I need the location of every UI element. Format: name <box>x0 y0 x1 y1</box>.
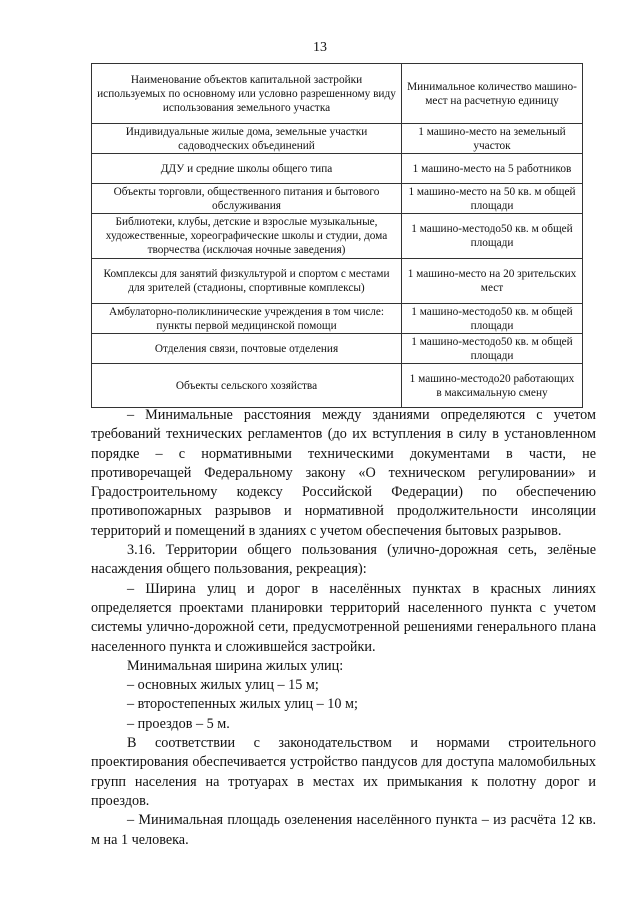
table-cell: 1 машино-место на 50 кв. м общей площади <box>402 184 583 214</box>
table-row <box>92 154 583 184</box>
table-row <box>92 214 583 259</box>
table-row <box>92 304 583 334</box>
table-cell: 1 машино-местодо20 работающих в максимальную смену <box>402 364 583 408</box>
list-item-secondary-streets: – второстепенных жилых улиц – 10 м; <box>127 696 358 713</box>
table-cell: 1 машино-местодо50 кв. м общей площади <box>402 334 583 364</box>
table-cell: Комплексы для занятий физкультурой и спортом с местами для зрителей (стадионы, спортивные комплексы) <box>92 259 402 304</box>
page-number: 13 <box>313 40 327 55</box>
table-cell: Объекты торговли, общественного питания и бытового обслуживания <box>92 184 402 214</box>
table-cell: ДДУ и средние школы общего типа <box>92 154 402 184</box>
table-cell: 1 машино-местодо50 кв. м общей площади <box>402 214 583 259</box>
table-row <box>92 259 583 304</box>
table-header-cell: Минимальное количество машино-мест на расчетную единицу <box>402 64 583 124</box>
table-row <box>92 334 583 364</box>
table-cell: 1 машино-место на 20 зрительских мест <box>402 259 583 304</box>
paragraph-ramps: В соответствии с законодательством и нормами строительного проектирования обеспечивается устройство пандусов для доступа маломобильных групп населения на тротуарах в местах их примыкания к полотну дорог и проездов. <box>91 735 596 809</box>
table-cell: 1 машино-место на 5 работников <box>402 154 583 184</box>
list-item-main-streets: – основных жилых улиц – 15 м; <box>127 677 319 694</box>
table-cell: Объекты сельского хозяйства <box>92 364 402 408</box>
table-row <box>92 124 583 154</box>
table-cell: Отделения связи, почтовые отделения <box>92 334 402 364</box>
paragraph-greening: – Минимальная площадь озеленения населённого пункта – из расчёта 12 кв. м на 1 человека. <box>91 812 596 848</box>
table-cell: Индивидуальные жилые дома, земельные участки садоводческих объединений <box>92 124 402 154</box>
paragraph-building-distances: – Минимальные расстояния между зданиями определяются с учетом требований технических регламентов (до их вступления в силу в установленном порядке – с нормативными техническими документами в части, не противоречащей Федеральному закону «О техническом регулировании» и Градостроительному кодексу Российской Федерации) по обеспечению противопожарных разрывов и нормативной продолжительности инсоляции территорий и помещений в зданиях с учетом обеспечения бытовых разрывов. <box>91 407 596 539</box>
table-row <box>92 184 583 214</box>
paragraph-section-3-16: 3.16. Территории общего пользования (улично-дорожная сеть, зелёные насаждения общего пользования, рекреация): <box>91 542 596 578</box>
table-header-row <box>92 64 583 124</box>
paragraph-street-width: – Ширина улиц и дорог в населённых пунктах в красных линиях определяется проектами планировки территорий населенного пункта с учетом системы улично-дорожной сети, предусмотренной решениями генерального плана населенного пункта и сложившейся застройки. <box>91 580 596 655</box>
table-header-cell: Наименование объектов капитальной застройки используемых по основному или условно разрешенному виду использования земельного участка <box>92 64 402 124</box>
table-cell: 1 машино-место на земельный участок <box>402 124 583 154</box>
body-text <box>91 406 596 850</box>
table-cell: 1 машино-местодо50 кв. м общей площади <box>402 304 583 334</box>
list-item-driveways: – проездов – 5 м. <box>127 715 230 732</box>
parking-norms-table <box>91 63 583 408</box>
table-row <box>92 364 583 408</box>
paragraph-min-street-width: Минимальная ширина жилых улиц: <box>127 657 344 674</box>
table-cell: Амбулаторно-поликлинические учреждения в том числе: пункты первой медицинской помощи <box>92 304 402 334</box>
table-cell: Библиотеки, клубы, детские и взрослые музыкальные, художественные, хореографические школы и студии, дома творчества (исключая ночные заведения) <box>92 214 402 259</box>
